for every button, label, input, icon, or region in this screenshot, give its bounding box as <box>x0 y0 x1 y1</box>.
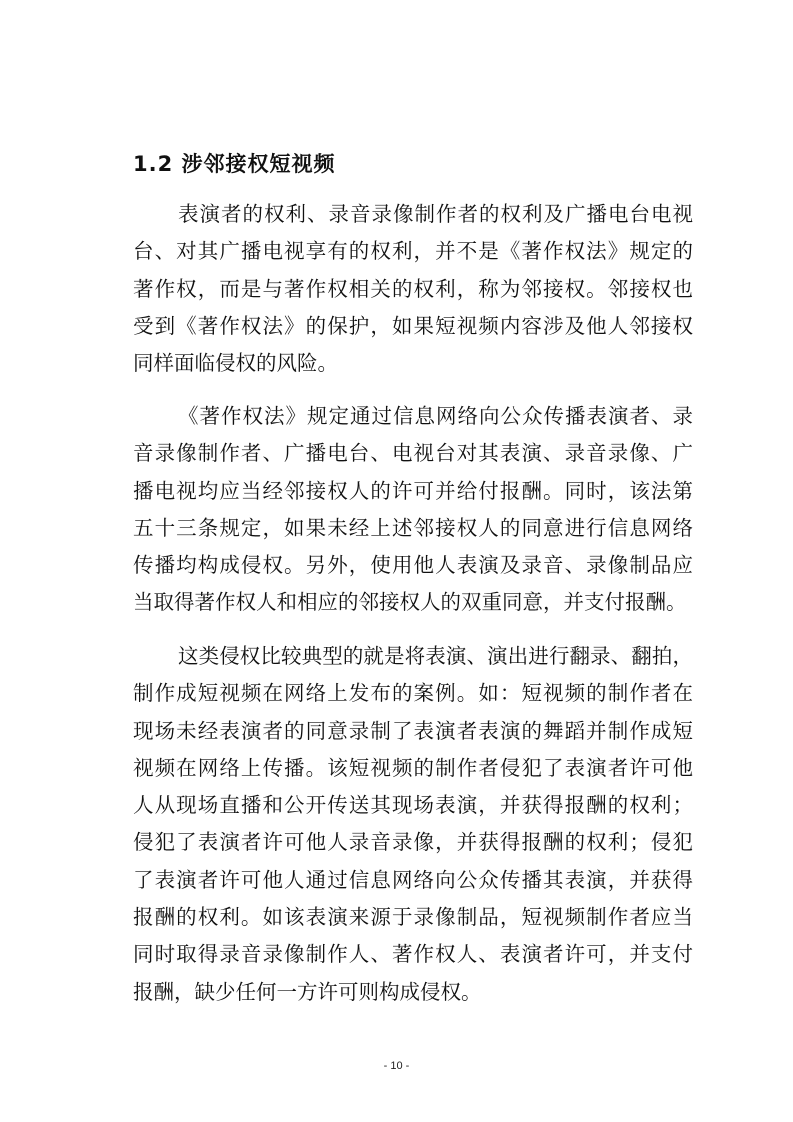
text-line: 台、对其广播电视享有的权利，并不是《著作权法》规定的 <box>133 239 693 264</box>
text-line: 播电视均应当经邻接权人的许可并给付报酬。同时，该法第 <box>133 478 693 503</box>
text-line: 受到《著作权法》的保护，如果短视频内容涉及他人邻接权 <box>133 313 693 338</box>
text-line: 现场未经表演者的同意录制了表演者表演的舞蹈并制作成短 <box>133 718 693 743</box>
text-line: 当取得著作权人和相应的邻接权人的双重同意，并支付报酬。 <box>133 590 687 615</box>
paragraph-1 <box>133 196 693 382</box>
page-number: - 10 - <box>383 1060 410 1072</box>
section-title: 涉邻接权短视频 <box>181 152 336 176</box>
text-line: 这类侵权比较典型的就是将表演、演出进行翻录、翻拍， <box>178 644 693 668</box>
text-line: 制作成短视频在网络上发布的案例。如：短视频的制作者在 <box>133 681 693 706</box>
section-number: 1.2 <box>133 152 174 176</box>
text-line: 人从现场直播和公开传送其现场表演，并获得报酬的权利； <box>133 793 693 818</box>
text-line: 侵犯了表演者许可他人录音录像，并获得报酬的权利；侵犯 <box>133 830 693 855</box>
text-line: 《著作权法》规定通过信息网络向公众传播表演者、录 <box>178 404 693 428</box>
text-line: 了表演者许可他人通过信息网络向公众传播其表演，并获得 <box>133 867 693 892</box>
text-line: 传播均构成侵权。另外，使用他人表演及录音、录像制品应 <box>133 553 693 578</box>
text-line: 报酬的权利。如该表演来源于录像制品，短视频制作者应当 <box>133 905 693 930</box>
text-line: 报酬，缺少任何一方许可则构成侵权。 <box>133 979 482 1004</box>
text-line: 同样面临侵权的风险。 <box>133 351 338 376</box>
text-line: 同时取得录音录像制作人、著作权人、表演者许可，并支付 <box>133 942 693 967</box>
text-line: 视频在网络上传播。该短视频的制作者侵犯了表演者许可他 <box>133 755 693 780</box>
section-heading <box>133 148 336 178</box>
paragraph-3 <box>133 638 693 1011</box>
paragraph-2 <box>133 398 693 622</box>
text-line: 音录像制作者、广播电台、电视台对其表演、录音录像、广 <box>133 441 693 466</box>
text-line: 表演者的权利、录音录像制作者的权利及广播电台电视 <box>178 202 693 226</box>
text-line: 五十三条规定，如果未经上述邻接权人的同意进行信息网络 <box>133 515 693 540</box>
text-line: 著作权，而是与著作权相关的权利，称为邻接权。邻接权也 <box>133 276 693 301</box>
